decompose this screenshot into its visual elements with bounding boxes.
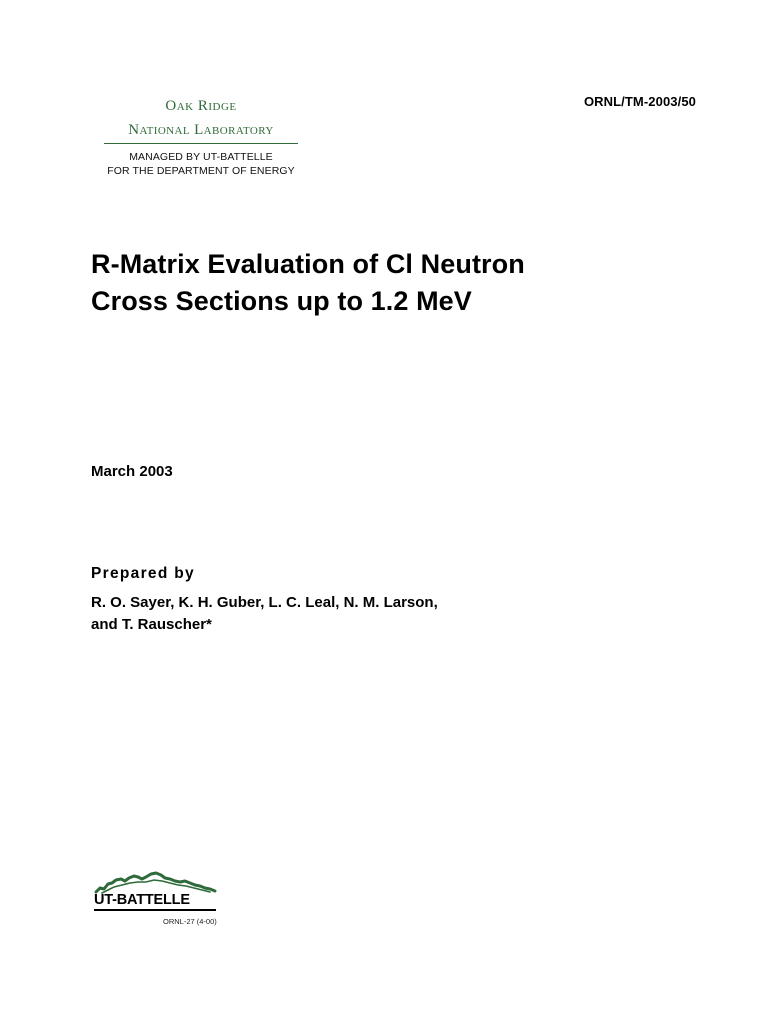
form-number: ORNL-27 (4-00) [163, 917, 217, 926]
document-date: March 2003 [91, 463, 173, 480]
document-title [91, 246, 651, 320]
ornl-logo-line1: Oak Ridge [165, 98, 237, 114]
ut-battelle-logo [94, 870, 218, 911]
ornl-logo [104, 96, 304, 178]
ornl-logo-line2: National Laboratory [128, 122, 274, 138]
ut-battelle-wordmark: UT-BATTELLE [94, 892, 190, 908]
title-line-1: R-Matrix Evaluation of Cl Neutron [91, 249, 525, 279]
ornl-logo-rule [104, 143, 298, 144]
report-number: ORNL/TM-2003/50 [583, 94, 696, 109]
ut-battelle-underline [94, 909, 216, 911]
mountain-icon [94, 870, 218, 894]
authors [91, 592, 438, 636]
title-line-2: Cross Sections up to 1.2 MeV [91, 286, 472, 316]
ornl-managed-by: MANAGED BY UT-BATTELLE FOR THE DEPARTMENT OF ENERGY [107, 151, 295, 177]
authors-line-1: R. O. Sayer, K. H. Guber, L. C. Leal, N. M. Larson, [91, 594, 438, 611]
prepared-by-label: Prepared by [91, 565, 195, 582]
authors-line-2: and T. Rauscher* [91, 616, 212, 633]
